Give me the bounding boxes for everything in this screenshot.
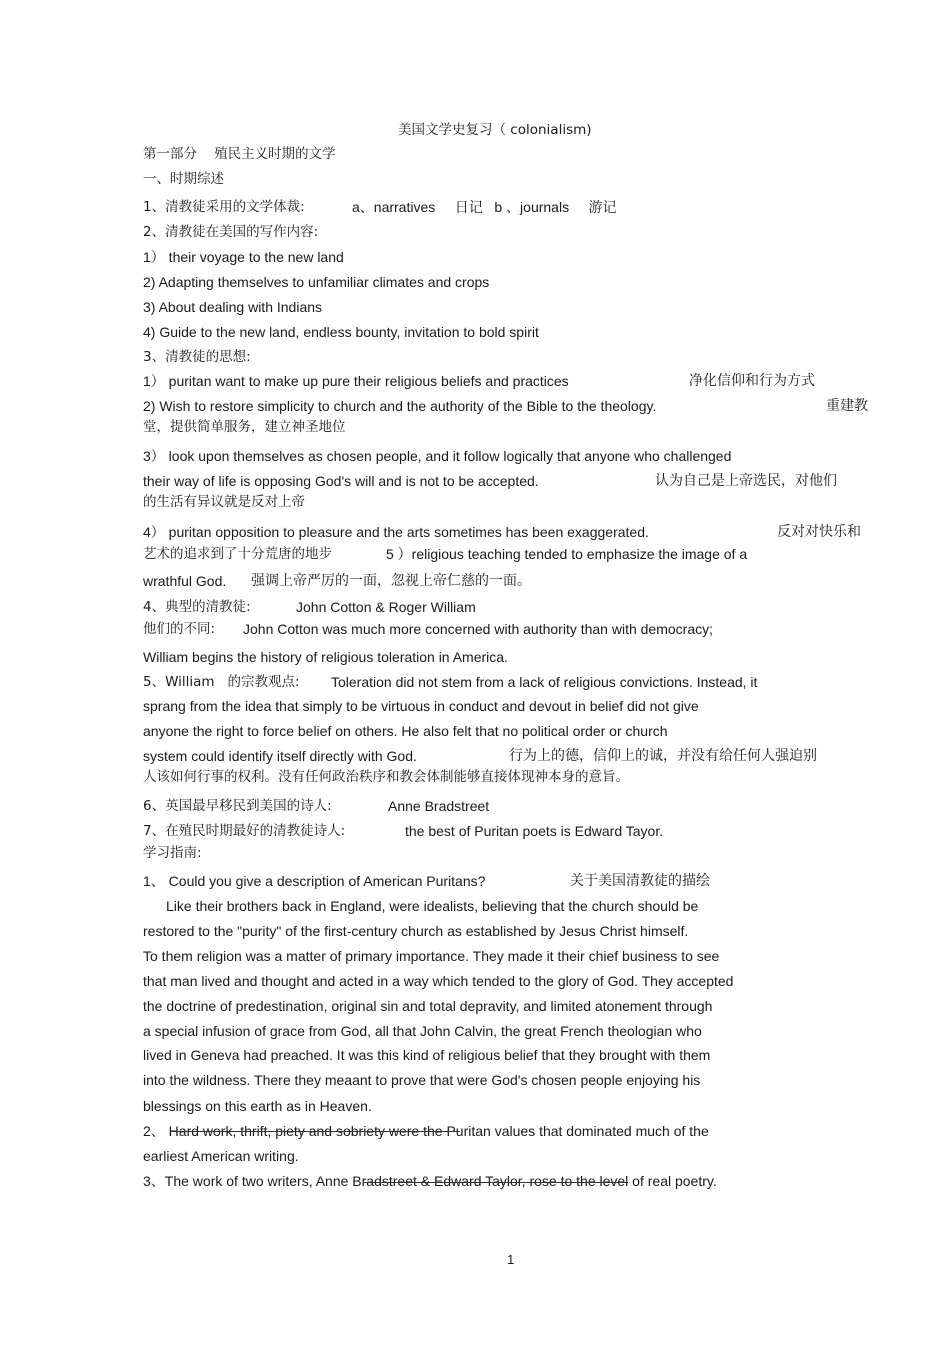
- text-line: Toleration did not stem from a lack of religious convictions. Instead, it: [331, 674, 758, 690]
- strike-line: [364, 1182, 628, 1183]
- paragraph-line: that man lived and thought and acted in a way which tended to the glory of God. They accepted: [143, 973, 734, 989]
- text-line: 7、在殖民时期最好的清教徒诗人:: [143, 823, 346, 839]
- text-line: 艺术的追求到了十分荒唐的地步: [143, 546, 332, 562]
- text-line: 1、 Could you give a description of American Puritans?: [143, 873, 486, 889]
- text-line: sprang from the idea that simply to be virtuous in conduct and devout in belief did not give: [143, 698, 699, 714]
- paragraph-line: To them religion was a matter of primary importance. They made it their chief business to see: [143, 948, 720, 964]
- paragraph-line: a special infusion of grace from God, all that John Calvin, the great French theologian who: [143, 1023, 702, 1039]
- text-line: 3、清教徒的思想:: [143, 349, 251, 365]
- text-line: 2、清教徒在美国的写作内容:: [143, 224, 319, 240]
- text-line: a、narratives 日记 b 、journals 游记: [352, 199, 617, 215]
- text-line: the best of Puritan poets is Edward Tayor.: [405, 823, 664, 839]
- text-line: 行为上的德，信仰上的诚，并没有给任何人强迫别: [509, 748, 817, 764]
- text-line: 的生活有异议就是反对上帝: [143, 494, 305, 510]
- paragraph-line: into the wildness. There they meaant to prove that were God's chosen people enjoying his: [143, 1072, 701, 1088]
- text-line: 1） puritan want to make up pure their religious beliefs and practices: [143, 373, 569, 389]
- text-line: 4、典型的清教徒:: [143, 599, 251, 615]
- paragraph-line: the doctrine of predestination, original sin and total depravity, and limited atonement through: [143, 998, 713, 1014]
- text-line: William begins the history of religious toleration in America.: [143, 649, 508, 665]
- paragraph-line: blessings on this earth as in Heaven.: [143, 1098, 372, 1114]
- text-line: 人该如何行事的权利。没有任何政治秩序和教会体制能够直接体现神本身的意旨。: [143, 769, 629, 785]
- text-line: anyone the right to force belief on others. He also felt that no political order or church: [143, 723, 668, 739]
- document-title: 美国文学史复习（ colonialism): [398, 122, 592, 138]
- text-line: 强调上帝严厉的一面，忽视上帝仁慈的一面。: [251, 573, 531, 589]
- text-line: system could identify itself directly with God.: [143, 748, 417, 764]
- paragraph-line: lived in Geneva had preached. It was this kind of religious belief that they brought with them: [143, 1047, 711, 1063]
- text-line: 2) Adapting themselves to unfamiliar climates and crops: [143, 274, 490, 290]
- text-line: 4） puritan opposition to pleasure and the arts sometimes has been exaggerated.: [143, 524, 649, 540]
- text-line: 关于美国清教徒的描绘: [570, 873, 710, 889]
- text-line: 4) Guide to the new land, endless bounty, invitation to bold spirit: [143, 324, 539, 340]
- text-line: 3) About dealing with Indians: [143, 299, 323, 315]
- text-line: earliest American writing.: [143, 1148, 299, 1164]
- text-line: 1、清教徒采用的文学体裁:: [143, 199, 305, 215]
- page-number: 1: [507, 1252, 515, 1267]
- text-line: 5、William 的宗教观点:: [143, 674, 300, 690]
- text-line: 2) Wish to restore simplicity to church and the authority of the Bible to the theology.: [143, 398, 657, 414]
- section-heading: 一、时期综述: [143, 171, 224, 187]
- text-line: 3、The work of two writers, Anne Bradstreet & Edward Taylor, rose to the level of real poetry.: [143, 1173, 717, 1189]
- text-line: 他们的不同:: [143, 621, 216, 637]
- paragraph-line: restored to the "purity" of the first-century church as established by Jesus Christ himself.: [143, 923, 689, 939]
- text-line: 1） their voyage to the new land: [143, 249, 344, 265]
- text-line: John Cotton was much more concerned with authority than with democracy;: [243, 621, 714, 637]
- text-line: 认为自己是上帝选民，对他们: [655, 473, 837, 489]
- text-line: 反对对快乐和: [777, 524, 861, 540]
- strike-line: [170, 1131, 460, 1132]
- text-line: wrathful God.: [143, 573, 227, 589]
- paragraph-line: Like their brothers back in England, were idealists, believing that the church should be: [166, 898, 699, 914]
- part-heading: 第一部分 殖民主义时期的文学: [143, 146, 336, 162]
- text-line: 净化信仰和行为方式: [689, 373, 815, 389]
- text-line: 2、 Hard work, thrift, piety and sobriety were the Puritan values that dominated much of the: [143, 1123, 709, 1139]
- text-line: 6、英国最早移民到美国的诗人:: [143, 798, 332, 814]
- text-line: their way of life is opposing God's will and is not to be accepted.: [143, 473, 539, 489]
- text-line: Anne Bradstreet: [388, 798, 490, 814]
- text-line: 堂，提供简单服务，建立神圣地位: [143, 419, 346, 435]
- text-line: 5 ）religious teaching tended to emphasize the image of a: [386, 546, 748, 562]
- text-line: John Cotton & Roger William: [296, 599, 476, 615]
- text-line: 3） look upon themselves as chosen people, and it follow logically that anyone who challenged: [143, 448, 732, 464]
- study-guide-heading: 学习指南:: [143, 845, 202, 861]
- text-line: 重建教: [826, 398, 868, 414]
